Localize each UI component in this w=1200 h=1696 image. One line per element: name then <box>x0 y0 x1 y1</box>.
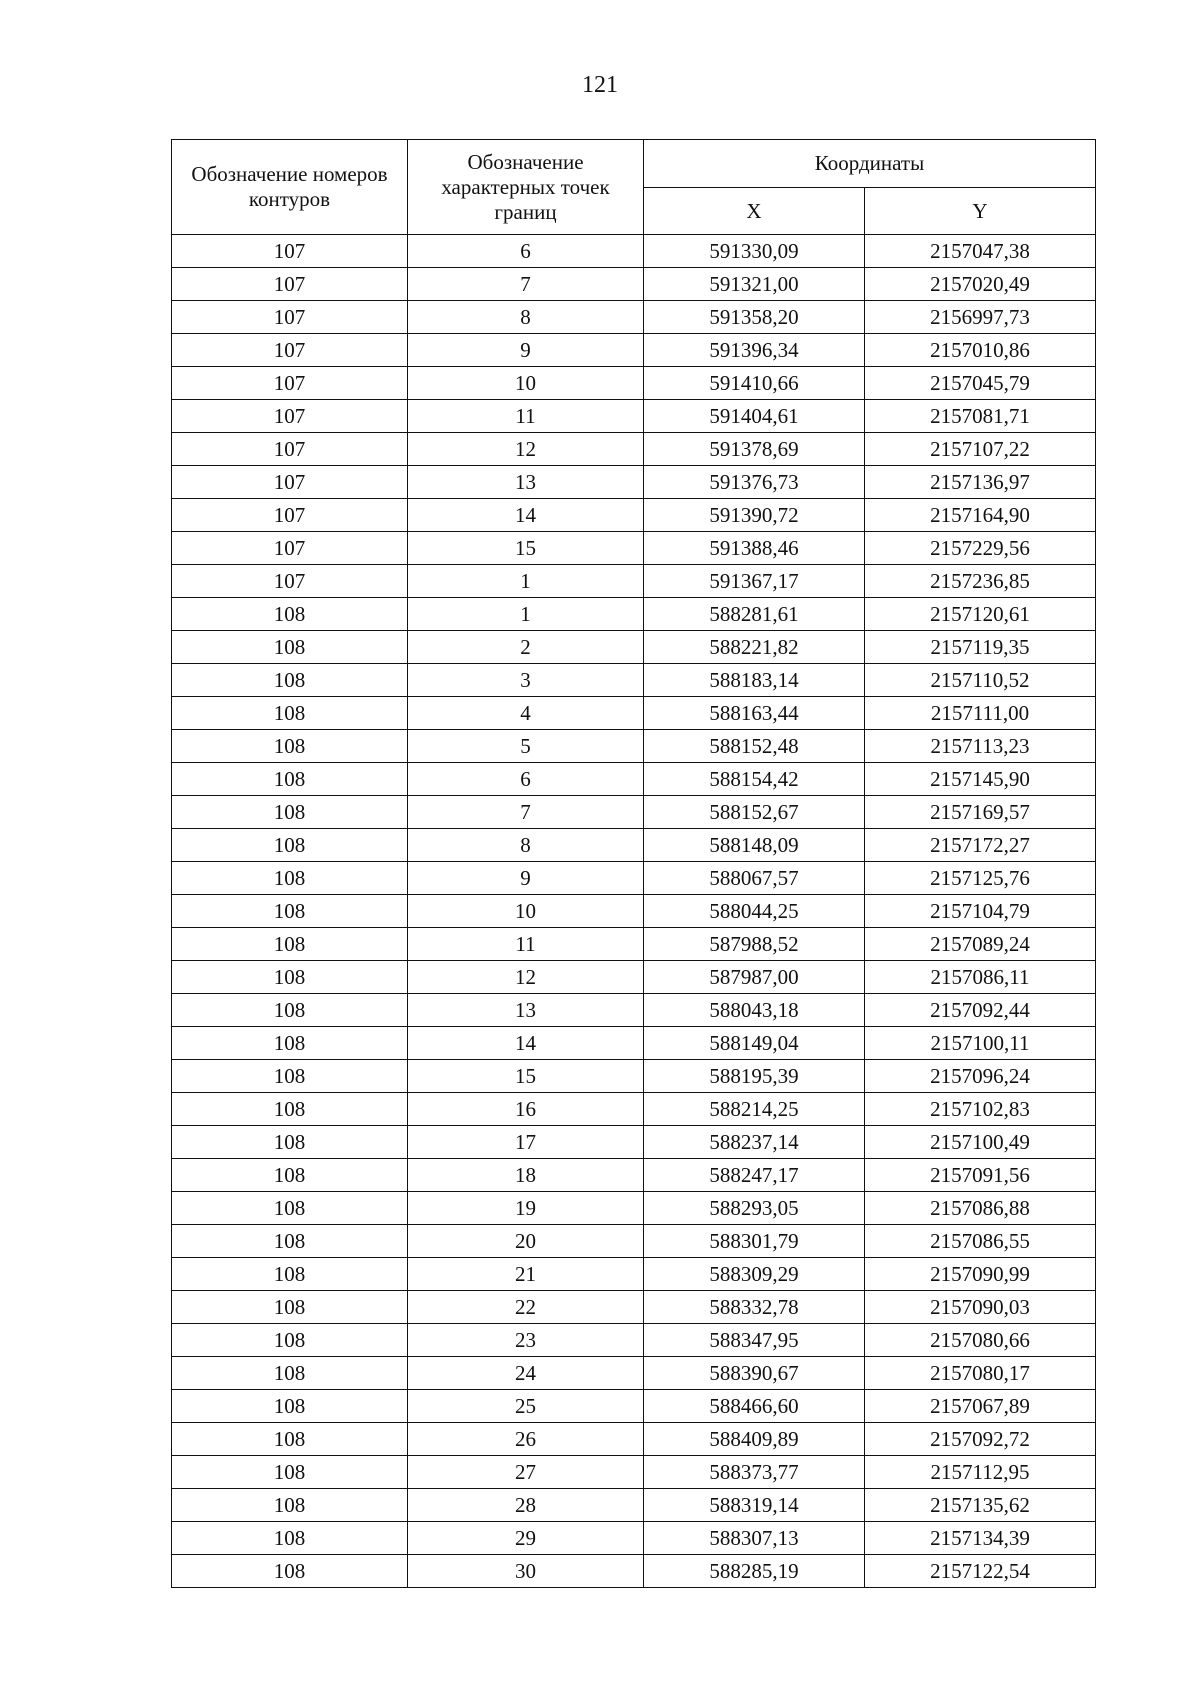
x-coordinate-cell: 588309,29 <box>644 1258 865 1291</box>
contour-number-cell: 108 <box>172 1126 408 1159</box>
contour-number-cell: 108 <box>172 1489 408 1522</box>
point-number-cell: 1 <box>408 598 644 631</box>
table-row <box>172 1060 1096 1093</box>
table-row <box>172 565 1096 598</box>
y-coordinate-cell: 2157169,57 <box>865 796 1096 829</box>
table-row <box>172 1423 1096 1456</box>
table-row <box>172 1093 1096 1126</box>
point-number-cell: 1 <box>408 565 644 598</box>
x-coordinate-cell: 588319,14 <box>644 1489 865 1522</box>
table-row <box>172 598 1096 631</box>
contour-number-cell: 108 <box>172 1093 408 1126</box>
x-coordinate-cell: 588347,95 <box>644 1324 865 1357</box>
header-boundary-point: Обозначение характерных точек границ <box>408 140 644 235</box>
point-number-cell: 17 <box>408 1126 644 1159</box>
contour-number-cell: 108 <box>172 1225 408 1258</box>
y-coordinate-cell: 2157086,55 <box>865 1225 1096 1258</box>
contour-number-cell: 108 <box>172 1324 408 1357</box>
x-coordinate-cell: 588067,57 <box>644 862 865 895</box>
contour-number-cell: 108 <box>172 1357 408 1390</box>
x-coordinate-cell: 588163,44 <box>644 697 865 730</box>
y-coordinate-cell: 2157229,56 <box>865 532 1096 565</box>
y-coordinate-cell: 2157120,61 <box>865 598 1096 631</box>
contour-number-cell: 107 <box>172 532 408 565</box>
point-number-cell: 6 <box>408 763 644 796</box>
x-coordinate-cell: 588285,19 <box>644 1555 865 1588</box>
point-number-cell: 29 <box>408 1522 644 1555</box>
contour-number-cell: 108 <box>172 763 408 796</box>
contour-number-cell: 108 <box>172 928 408 961</box>
y-coordinate-cell: 2157080,66 <box>865 1324 1096 1357</box>
y-coordinate-cell: 2157092,72 <box>865 1423 1096 1456</box>
contour-number-cell: 107 <box>172 400 408 433</box>
y-coordinate-cell: 2157086,11 <box>865 961 1096 994</box>
point-number-cell: 9 <box>408 334 644 367</box>
y-coordinate-cell: 2157020,49 <box>865 268 1096 301</box>
contour-number-cell: 107 <box>172 235 408 268</box>
contour-number-cell: 107 <box>172 268 408 301</box>
y-coordinate-cell: 2157172,27 <box>865 829 1096 862</box>
point-number-cell: 7 <box>408 796 644 829</box>
x-coordinate-cell: 588183,14 <box>644 664 865 697</box>
x-coordinate-cell: 588281,61 <box>644 598 865 631</box>
point-number-cell: 26 <box>408 1423 644 1456</box>
y-coordinate-cell: 2157100,11 <box>865 1027 1096 1060</box>
point-number-cell: 7 <box>408 268 644 301</box>
point-number-cell: 15 <box>408 532 644 565</box>
x-coordinate-cell: 591358,20 <box>644 301 865 334</box>
x-coordinate-cell: 591321,00 <box>644 268 865 301</box>
contour-number-cell: 108 <box>172 862 408 895</box>
contour-number-cell: 108 <box>172 895 408 928</box>
point-number-cell: 20 <box>408 1225 644 1258</box>
y-coordinate-cell: 2157080,17 <box>865 1357 1096 1390</box>
header-x: X <box>644 188 865 235</box>
y-coordinate-cell: 2157236,85 <box>865 565 1096 598</box>
table-row <box>172 1522 1096 1555</box>
y-coordinate-cell: 2157092,44 <box>865 994 1096 1027</box>
x-coordinate-cell: 588152,67 <box>644 796 865 829</box>
table-row <box>172 1357 1096 1390</box>
contour-number-cell: 108 <box>172 1258 408 1291</box>
table-row <box>172 1390 1096 1423</box>
contour-number-cell: 107 <box>172 565 408 598</box>
table-row <box>172 697 1096 730</box>
page-number: 121 <box>582 72 618 98</box>
x-coordinate-cell: 588044,25 <box>644 895 865 928</box>
table-row <box>172 1258 1096 1291</box>
table-row <box>172 400 1096 433</box>
point-number-cell: 16 <box>408 1093 644 1126</box>
point-number-cell: 5 <box>408 730 644 763</box>
y-coordinate-cell: 2157086,88 <box>865 1192 1096 1225</box>
table-row <box>172 1291 1096 1324</box>
x-coordinate-cell: 588152,48 <box>644 730 865 763</box>
table-row <box>172 895 1096 928</box>
x-coordinate-cell: 588195,39 <box>644 1060 865 1093</box>
point-number-cell: 8 <box>408 829 644 862</box>
contour-number-cell: 108 <box>172 994 408 1027</box>
contour-number-cell: 108 <box>172 1159 408 1192</box>
point-number-cell: 18 <box>408 1159 644 1192</box>
y-coordinate-cell: 2157122,54 <box>865 1555 1096 1588</box>
x-coordinate-cell: 591376,73 <box>644 466 865 499</box>
x-coordinate-cell: 591367,17 <box>644 565 865 598</box>
contour-number-cell: 108 <box>172 1291 408 1324</box>
y-coordinate-cell: 2157091,56 <box>865 1159 1096 1192</box>
x-coordinate-cell: 591404,61 <box>644 400 865 433</box>
x-coordinate-cell: 591388,46 <box>644 532 865 565</box>
y-coordinate-cell: 2157110,52 <box>865 664 1096 697</box>
table-row <box>172 730 1096 763</box>
point-number-cell: 2 <box>408 631 644 664</box>
table-row <box>172 466 1096 499</box>
x-coordinate-cell: 588221,82 <box>644 631 865 664</box>
x-coordinate-cell: 588409,89 <box>644 1423 865 1456</box>
contour-number-cell: 107 <box>172 433 408 466</box>
y-coordinate-cell: 2157096,24 <box>865 1060 1096 1093</box>
contour-number-cell: 107 <box>172 367 408 400</box>
point-number-cell: 12 <box>408 961 644 994</box>
y-coordinate-cell: 2157090,03 <box>865 1291 1096 1324</box>
x-coordinate-cell: 588154,42 <box>644 763 865 796</box>
y-coordinate-cell: 2157104,79 <box>865 895 1096 928</box>
contour-number-cell: 108 <box>172 1027 408 1060</box>
table-row <box>172 829 1096 862</box>
table-row <box>172 1159 1096 1192</box>
contour-number-cell: 107 <box>172 301 408 334</box>
x-coordinate-cell: 587987,00 <box>644 961 865 994</box>
contour-number-cell: 107 <box>172 334 408 367</box>
x-coordinate-cell: 587988,52 <box>644 928 865 961</box>
point-number-cell: 4 <box>408 697 644 730</box>
contour-number-cell: 108 <box>172 1390 408 1423</box>
point-number-cell: 9 <box>408 862 644 895</box>
point-number-cell: 6 <box>408 235 644 268</box>
table-row <box>172 532 1096 565</box>
table-row <box>172 796 1096 829</box>
table-row <box>172 664 1096 697</box>
point-number-cell: 10 <box>408 367 644 400</box>
header-y: Y <box>865 188 1096 235</box>
contour-number-cell: 108 <box>172 829 408 862</box>
x-coordinate-cell: 591378,69 <box>644 433 865 466</box>
contour-number-cell: 108 <box>172 664 408 697</box>
x-coordinate-cell: 591390,72 <box>644 499 865 532</box>
table-row <box>172 928 1096 961</box>
y-coordinate-cell: 2157111,00 <box>865 697 1096 730</box>
y-coordinate-cell: 2157125,76 <box>865 862 1096 895</box>
y-coordinate-cell: 2157047,38 <box>865 235 1096 268</box>
y-coordinate-cell: 2157134,39 <box>865 1522 1096 1555</box>
x-coordinate-cell: 588307,13 <box>644 1522 865 1555</box>
table-row <box>172 961 1096 994</box>
x-coordinate-cell: 588247,17 <box>644 1159 865 1192</box>
point-number-cell: 27 <box>408 1456 644 1489</box>
y-coordinate-cell: 2156997,73 <box>865 301 1096 334</box>
y-coordinate-cell: 2157164,90 <box>865 499 1096 532</box>
y-coordinate-cell: 2157045,79 <box>865 367 1096 400</box>
x-coordinate-cell: 588149,04 <box>644 1027 865 1060</box>
table-row <box>172 631 1096 664</box>
x-coordinate-cell: 588237,14 <box>644 1126 865 1159</box>
contour-number-cell: 108 <box>172 1522 408 1555</box>
contour-number-cell: 108 <box>172 697 408 730</box>
contour-number-cell: 108 <box>172 1192 408 1225</box>
table-row <box>172 301 1096 334</box>
contour-number-cell: 108 <box>172 1060 408 1093</box>
x-coordinate-cell: 588390,67 <box>644 1357 865 1390</box>
x-coordinate-cell: 591330,09 <box>644 235 865 268</box>
table-row <box>172 862 1096 895</box>
table-row <box>172 367 1096 400</box>
point-number-cell: 12 <box>408 433 644 466</box>
point-number-cell: 8 <box>408 301 644 334</box>
contour-number-cell: 107 <box>172 466 408 499</box>
point-number-cell: 11 <box>408 400 644 433</box>
y-coordinate-cell: 2157107,22 <box>865 433 1096 466</box>
contour-number-cell: 108 <box>172 961 408 994</box>
header-contour-number: Обозначение номеров контуров <box>172 140 408 235</box>
y-coordinate-cell: 2157090,99 <box>865 1258 1096 1291</box>
contour-number-cell: 107 <box>172 499 408 532</box>
point-number-cell: 13 <box>408 994 644 1027</box>
x-coordinate-cell: 588293,05 <box>644 1192 865 1225</box>
point-number-cell: 13 <box>408 466 644 499</box>
table-row <box>172 1324 1096 1357</box>
point-number-cell: 19 <box>408 1192 644 1225</box>
y-coordinate-cell: 2157135,62 <box>865 1489 1096 1522</box>
x-coordinate-cell: 588043,18 <box>644 994 865 1027</box>
contour-number-cell: 108 <box>172 631 408 664</box>
table-row <box>172 334 1096 367</box>
table-row <box>172 235 1096 268</box>
table-row <box>172 1126 1096 1159</box>
point-number-cell: 21 <box>408 1258 644 1291</box>
y-coordinate-cell: 2157136,97 <box>865 466 1096 499</box>
point-number-cell: 23 <box>408 1324 644 1357</box>
table-row <box>172 1456 1096 1489</box>
table-row <box>172 763 1096 796</box>
table-header <box>172 140 1096 235</box>
table-row <box>172 499 1096 532</box>
contour-number-cell: 108 <box>172 1423 408 1456</box>
table-row <box>172 1192 1096 1225</box>
coordinates-table <box>171 139 1096 1588</box>
table-row <box>172 994 1096 1027</box>
table-row <box>172 268 1096 301</box>
point-number-cell: 10 <box>408 895 644 928</box>
table-body <box>172 235 1096 1588</box>
x-coordinate-cell: 591396,34 <box>644 334 865 367</box>
point-number-cell: 30 <box>408 1555 644 1588</box>
y-coordinate-cell: 2157100,49 <box>865 1126 1096 1159</box>
contour-number-cell: 108 <box>172 1555 408 1588</box>
y-coordinate-cell: 2157081,71 <box>865 400 1096 433</box>
point-number-cell: 11 <box>408 928 644 961</box>
y-coordinate-cell: 2157113,23 <box>865 730 1096 763</box>
y-coordinate-cell: 2157067,89 <box>865 1390 1096 1423</box>
table-row <box>172 1027 1096 1060</box>
y-coordinate-cell: 2157089,24 <box>865 928 1096 961</box>
contour-number-cell: 108 <box>172 1456 408 1489</box>
point-number-cell: 24 <box>408 1357 644 1390</box>
point-number-cell: 3 <box>408 664 644 697</box>
point-number-cell: 15 <box>408 1060 644 1093</box>
point-number-cell: 28 <box>408 1489 644 1522</box>
table-row <box>172 1225 1096 1258</box>
x-coordinate-cell: 588373,77 <box>644 1456 865 1489</box>
header-coordinates: Координаты <box>644 140 1096 188</box>
table-row <box>172 433 1096 466</box>
contour-number-cell: 108 <box>172 730 408 763</box>
contour-number-cell: 108 <box>172 796 408 829</box>
x-coordinate-cell: 588214,25 <box>644 1093 865 1126</box>
table-row <box>172 1489 1096 1522</box>
point-number-cell: 14 <box>408 1027 644 1060</box>
point-number-cell: 14 <box>408 499 644 532</box>
y-coordinate-cell: 2157145,90 <box>865 763 1096 796</box>
x-coordinate-cell: 588301,79 <box>644 1225 865 1258</box>
x-coordinate-cell: 591410,66 <box>644 367 865 400</box>
contour-number-cell: 108 <box>172 598 408 631</box>
x-coordinate-cell: 588466,60 <box>644 1390 865 1423</box>
table-row <box>172 1555 1096 1588</box>
point-number-cell: 25 <box>408 1390 644 1423</box>
y-coordinate-cell: 2157119,35 <box>865 631 1096 664</box>
x-coordinate-cell: 588148,09 <box>644 829 865 862</box>
y-coordinate-cell: 2157102,83 <box>865 1093 1096 1126</box>
y-coordinate-cell: 2157010,86 <box>865 334 1096 367</box>
x-coordinate-cell: 588332,78 <box>644 1291 865 1324</box>
point-number-cell: 22 <box>408 1291 644 1324</box>
y-coordinate-cell: 2157112,95 <box>865 1456 1096 1489</box>
